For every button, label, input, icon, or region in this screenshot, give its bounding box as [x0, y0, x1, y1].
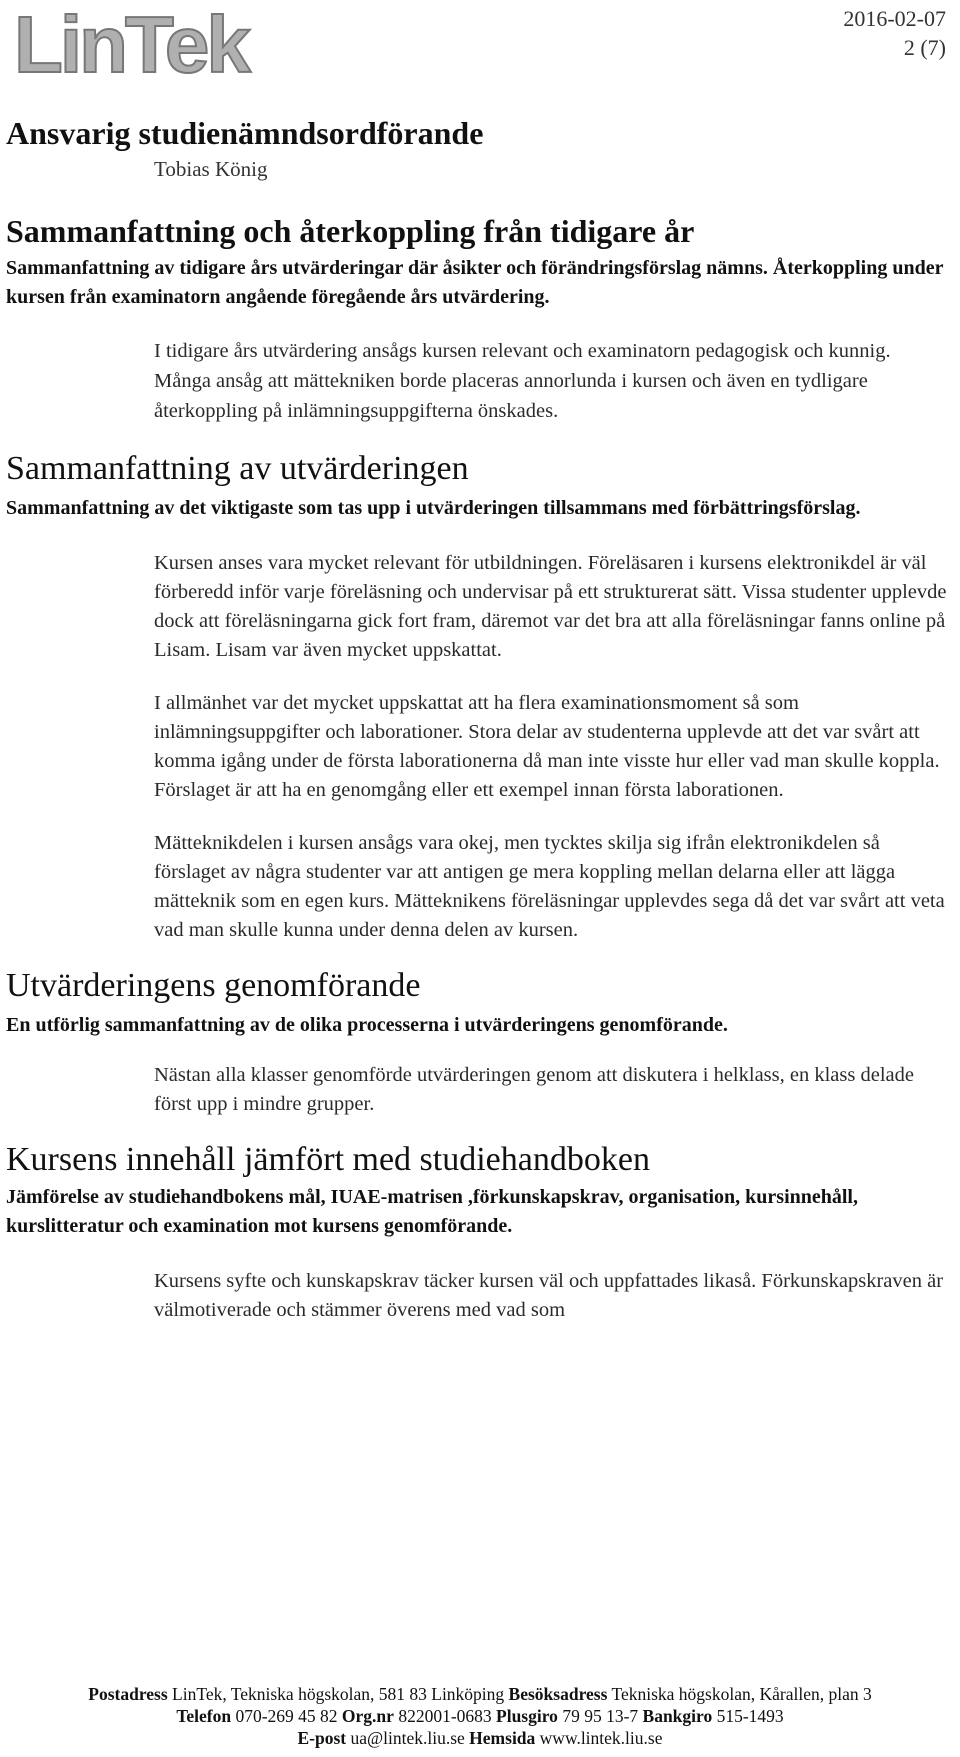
footer-epost-label: E-post: [297, 1728, 347, 1748]
footer-telefon-label: Telefon: [176, 1706, 232, 1726]
chair-name: Tobias König: [154, 157, 268, 181]
footer-bankgiro-label: Bankgiro: [642, 1706, 713, 1726]
document-body: [6, 112, 948, 1325]
document-date: 2016-02-07: [843, 6, 946, 31]
footer-besok: Tekniska högskolan, Kårallen, plan 3: [611, 1684, 872, 1704]
content-lead: Jämförelse av studiehandbokens mål, IUAE-matrisen ,förkunskapskrav, organisation, kursinnehåll, kurslitteratur och examination mot kursens genomförande.: [6, 1186, 858, 1237]
footer-epost[interactable]: ua@lintek.liu.se: [350, 1728, 465, 1748]
footer-plusgiro: 79 95 13-7: [562, 1706, 639, 1726]
footer-hemsida[interactable]: www.lintek.liu.se: [539, 1728, 663, 1748]
summary-eval-lead: Sammanfattning av det viktigaste som tas upp i utvärderingen tillsammans med förbättringsförslag.: [6, 497, 861, 519]
summary-eval-p2: I allmänhet var det mycket uppskattat att ha flera examinationsmoment så som inlämningsuppgifter och laborationer. Stora delar av studenterna upplevde att det var svårt att komma igång under de första laborationerna då man inte visste hur eller vad man skulle koppla. Förslaget är att ha en genomgång eller ett exempel innan första laborationen.: [154, 692, 940, 801]
content-body: Kursens syfte och kunskapskrav täcker kursen väl och uppfattades likaså. Förkunskapskraven är välmotiverade och stämmer överens med vad som: [154, 1270, 944, 1321]
page-footer: [0, 1683, 960, 1749]
footer-postadress-label: Postadress: [88, 1684, 168, 1704]
footer-line-2: [0, 1705, 960, 1727]
footer-hemsida-label: Hemsida: [469, 1728, 536, 1748]
execution-lead: En utförlig sammanfattning av de olika processerna i utvärderingens genomförande.: [6, 1014, 728, 1036]
footer-orgnr-label: Org.nr: [341, 1706, 394, 1726]
footer-telefon: 070-269 45 82: [235, 1706, 338, 1726]
summary-prev-heading: Sammanfattning och återkoppling från tidigare år: [6, 213, 695, 249]
page-number: 2 (7): [903, 35, 946, 60]
summary-prev-body: I tidigare års utvärdering ansågs kursen relevant och examinatorn pedagogisk och kunnig. Många ansåg att mättekniken borde placeras annorlunda i kursen och även en tydligare återkoppling på inlämningsuppgifterna önskades.: [154, 340, 891, 422]
footer-orgnr: 822001-0683: [398, 1706, 492, 1726]
summary-eval-p1: Kursen anses vara mycket relevant för utbildningen. Föreläsaren i kursens elektronikdel är väl förberedd inför varje föreläsning och undervisar på ett strukturerat sätt. Vissa studenter upplevde dock att föreläsningarna gick fort fram, däremot var det bra att alla föreläsningar fanns online på Lisam. Lisam var även mycket uppskattat.: [154, 552, 947, 661]
summary-eval-heading: Sammanfattning av utvärderingen: [6, 450, 469, 487]
content-heading: Kursens innehåll jämfört med studiehandboken: [6, 1141, 650, 1178]
logo-text: LinTek: [14, 2, 248, 82]
footer-postadress: LinTek, Tekniska högskolan, 581 83 Linköping: [172, 1684, 505, 1704]
footer-line-3: [0, 1727, 960, 1749]
footer-bankgiro: 515-1493: [716, 1706, 784, 1726]
footer-line-1: [0, 1683, 960, 1705]
summary-eval-p3: Mätteknikdelen i kursen ansågs vara okej, men tycktes skilja sig ifrån elektronikdelen så förslaget av några studenter var att antigen ge mera koppling mellan delarna eller att lägga mätteknik som en egen kurs. Mätteknikens föreläsningar upplevdes sega då det var svårt att veta vad man skulle kunna under denna delen av kursen.: [154, 832, 945, 941]
summary-prev-lead: Sammanfattning av tidigare års utvärderingar där åsikter och förändringsförslag nämns. Återkoppling under kursen från examinatorn angående föregående års utvärdering.: [6, 257, 944, 308]
document-meta: [843, 4, 946, 62]
execution-heading: Utvärderingens genomförande: [6, 967, 421, 1004]
footer-plusgiro-label: Plusgiro: [496, 1706, 558, 1726]
execution-body: Nästan alla klasser genomförde utvärderingen genom att diskutera i helklass, en klass delade först upp i mindre grupper.: [154, 1064, 914, 1115]
lintek-logo: [12, 2, 312, 82]
chair-heading: Ansvarig studienämndsordförande: [6, 115, 484, 151]
footer-besok-label: Besöksadress: [508, 1684, 608, 1704]
